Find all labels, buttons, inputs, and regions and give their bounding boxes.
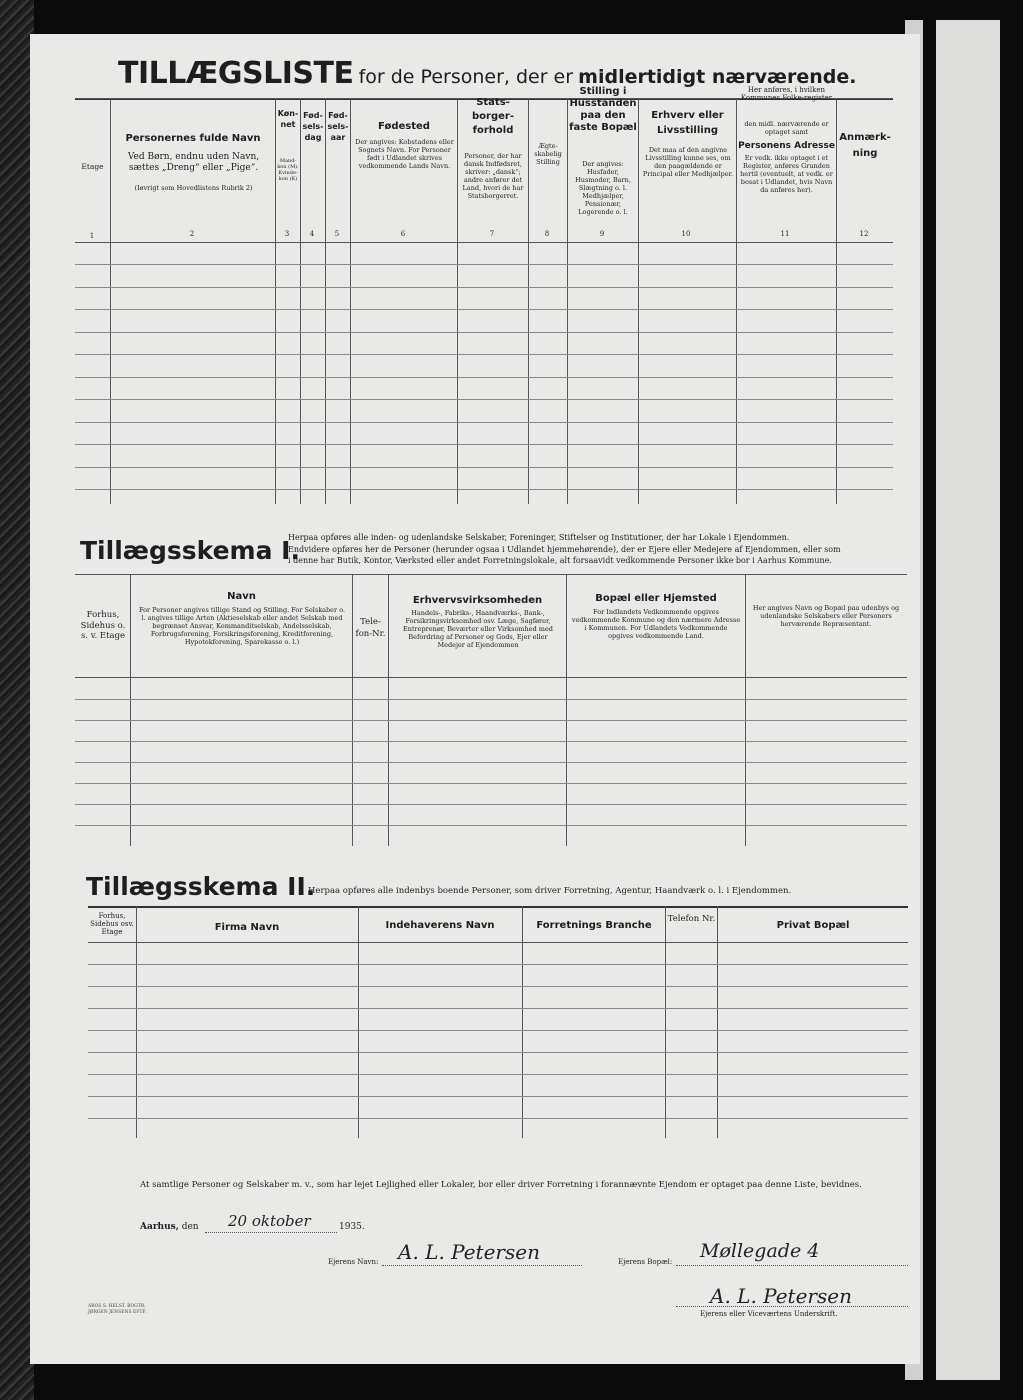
owner-address-handwritten: Møllegade 4: [700, 1240, 820, 1262]
t1-kon-note: Mand-kon (M). Kvinde-kon (K): [277, 158, 299, 182]
printer-mark: AROS S. HELST. BOGTR. JØRGEN JENSENS EFTF.: [88, 1304, 147, 1315]
t1-header-names: Personernes fulde Navn: [125, 133, 261, 144]
t1-fodested-note: Der angives: Kobstadens eller Sognets Navn. For Personer født i Udlandet skrives vedkommende Lands Navn.: [355, 138, 454, 170]
table-row-rule: [75, 720, 907, 721]
table-row-rule: [88, 964, 908, 965]
table-row-rule: [75, 467, 893, 468]
table-row-rule: [88, 1118, 908, 1119]
table-row-rule: [75, 804, 907, 805]
table-row-rule: [88, 1030, 908, 1031]
t1-header-kommune: Her anføres, i hvilken Kommunes Folke-register: [740, 86, 833, 102]
t1-header-kon: Køn-net: [277, 109, 299, 129]
table-row-rule: [75, 309, 893, 310]
owner-name-label: Ejerens Navn:: [328, 1258, 379, 1266]
column-number: 4: [309, 230, 315, 238]
s2-col-telefon: Telefon Nr.: [667, 914, 716, 924]
column-number: 9: [599, 230, 605, 238]
s2-col-bopael: Privat Bopæl: [776, 920, 850, 931]
main-title: TILLÆGSLISTE for de Personer, der er midlertidigt nærværende.: [118, 56, 857, 91]
t1-header-aegte: Ægte-skabelig Stilling: [534, 142, 562, 166]
t1-header-stilling: Stilling i Husstanden paa den faste Bopæl: [569, 86, 637, 133]
s1-col-bopael: Bopæl eller Hjemsted: [595, 593, 717, 604]
date-line: Aarhus, den: [140, 1222, 199, 1232]
table-row-rule: [75, 741, 907, 742]
column-number: 10: [681, 230, 691, 238]
table-row-rule: [88, 1096, 908, 1097]
t1-header-anm: Anmærk-ning: [839, 132, 891, 159]
column-number: 6: [400, 230, 406, 238]
table-row-rule: [75, 825, 907, 826]
s1-col-etage: Forhus, Sidehus o. s. v. Etage: [80, 610, 126, 641]
t1-header-erhverv: Erhverv eller Livsstilling: [651, 110, 724, 136]
s1-erhverv-note: Handels-, Fabriks-, Haandværks-, Bank-, Forsikringsvirksomhed osv. Læge, Sagfører, Entreprenør, Beværter eller Virksomhed med Befordring af Personer og Gods, Ejer eller Medejer af Ejendommen: [403, 609, 553, 649]
s1-navn-note: For Personer angives tillige Stand og Stilling. For Selskaber o. l. angives tillige Arten (Aktieselskab eller andet Selskab med begrænset Ansvar, Kommanditselskab, Andelsselskab, Forbrugsforening, Forsikringsforening, Kreditforening, Hypotekforening, Sparekasse o. l.): [138, 606, 346, 646]
t1-header-stats: Stats-borger-forhold: [472, 97, 514, 136]
s1-col-erhverv: Erhvervsvirksomheden: [412, 595, 543, 606]
handwritten-date: 20 oktober: [228, 1212, 311, 1230]
t1-stilling-note: Der angives: Husfader, Husmoder, Barn, Slægtning o. l. Medhjælper, Pensionær, Logerende o. l.: [575, 160, 631, 216]
table-row-rule: [88, 1052, 908, 1053]
t1-header-etage: Etage: [81, 162, 104, 171]
t1-header-fodested: Fødested: [378, 121, 430, 132]
t1-header-fodselsdag: Fød-sels-dag: [302, 111, 324, 142]
s1-bopael-note: For Indlandets Vedkommende opgives vedkommende Kommune og den nærmere Adresse i Kommunen. For Udlandets Vedkommende opgives vedkommende Land.: [571, 608, 741, 640]
table-row-rule: [75, 489, 893, 490]
s1-col-repr: Her angives Navn og Bopæl paa udenbys og udenlandske Selskabers eller Personers herværende Repræsentant.: [752, 604, 900, 628]
skema1-description: Herpaa opføres alle inden- og udenlandske Selskaber, Foreninger, Stiftelser og Institutioner, der har Lokale i Ejendommen. Endvidere opføres her de Personer (herunder ogsaa i Udlandet hjemmehørende), der er Ejere eller Medejere af Ejendommen, eller som i denne har Butik, Kontor, Værksted eller andet Forretningslokale, alt forsaavidt vedkommende Personer ikke bor i Aarhus Kommune.: [288, 533, 841, 565]
column-number: 3: [284, 230, 290, 238]
s1-col-telefon: Tele-fon-Nr.: [355, 617, 386, 639]
owner-name-signature: A. L. Petersen: [398, 1240, 540, 1264]
table-row-rule: [75, 422, 893, 423]
attestation-text: At samtlige Personer og Selskaber m. v., som har lejet Lejlighed eller Lokaler, bor eller driver Forretning i forannævnte Ejendom er optaget paa denne Liste, bevidnes.: [140, 1180, 862, 1190]
skema1-title: Tillægsskema I.: [80, 536, 300, 565]
table-row-rule: [75, 783, 907, 784]
table-row-rule: [75, 399, 893, 400]
t1-header-fodselsaar: Fød-sels-aar: [327, 111, 349, 142]
table-row-rule: [75, 354, 893, 355]
table-row-rule: [88, 1074, 908, 1075]
column-number: 7: [489, 230, 495, 238]
binding-spine: [0, 0, 34, 1400]
table-row-rule: [75, 377, 893, 378]
table-row-rule: [75, 264, 893, 265]
column-number: 1: [89, 232, 95, 240]
table-row-rule: [75, 332, 893, 333]
facing-page-strip: [936, 20, 1000, 1380]
table-row-rule: [88, 986, 908, 987]
year: 1935.: [339, 1222, 365, 1232]
t1-erhverv-note: Det maa af den angivne Livsstilling kunne ses, om den paagældende er Principal eller Medhjælper.: [642, 146, 734, 178]
column-number: 5: [334, 230, 340, 238]
s2-col-etage: Forhus, Sidehus osv. Etage: [90, 912, 134, 936]
t1-kommune-note: den midl. nærværende er optaget samt: [744, 120, 829, 136]
column-number: 2: [189, 230, 195, 238]
t1-names-note: Ved Børn, endnu uden Navn, sættes „Dreng“ eller „Pige“.: [127, 152, 260, 173]
table-row-rule: [75, 287, 893, 288]
signature: A. L. Petersen: [710, 1284, 852, 1308]
skema2-description: Herpaa opføres alle indenbys boende Personer, som driver Forretning, Agentur, Haandværk o. l. i Ejendommen.: [308, 886, 792, 896]
table-row-rule: [75, 444, 893, 445]
signature-label: Ejerens eller Viceværtens Underskrift.: [700, 1310, 838, 1318]
table-row-rule: [88, 1008, 908, 1009]
s2-col-branche: Forretnings Branche: [536, 920, 652, 931]
column-number: 11: [780, 230, 790, 238]
table-row-rule: [75, 762, 907, 763]
s1-col-navn: Navn: [227, 591, 256, 602]
table-row-rule: [75, 699, 907, 700]
t1-adresse-note: Er vedk. ikke optaget i et Register, anføres Grunden hertil (eventuelt, at vedk. er bosat i Udlandet, hvis Navn da anføres her).: [740, 154, 833, 194]
skema2-title: Tillægsskema II.: [86, 872, 316, 901]
t1-stats-note: Personer, der har dansk Indfødsret, skriver: „dansk“; andre anfører det Land, hvori de har Statsborgerret.: [462, 152, 524, 200]
column-number: 8: [544, 230, 550, 238]
form-page: [30, 34, 920, 1364]
t1-header-adresse: Personens Adresse: [738, 141, 835, 151]
column-number: 12: [859, 230, 869, 238]
owner-address-label: Ejerens Bopæl:: [618, 1258, 673, 1266]
s2-col-indehaver: Indehaverens Navn: [385, 920, 495, 931]
s2-col-firma: Firma Navn: [214, 922, 280, 933]
t1-names-note2: (Iøvrigt som Hovedlistens Rubrik 2): [134, 184, 253, 192]
